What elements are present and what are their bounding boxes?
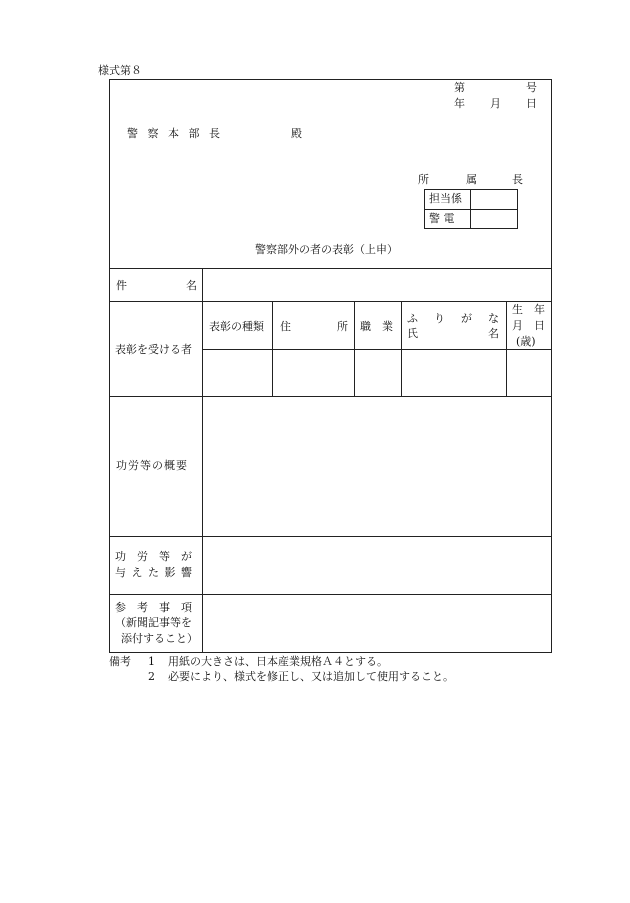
reference-label-line1: 参 考 事 項 [115, 601, 192, 614]
sender-shozoku: 所 [418, 173, 429, 186]
col-furigana [407, 312, 499, 326]
reference-label-line2: （新聞記事等を [115, 616, 192, 629]
sender-zoku: 属 [466, 173, 477, 186]
contact-box-divider [424, 209, 518, 210]
contact-keiden-label: 警 電 [429, 212, 455, 225]
col-name-right: 名 [488, 327, 499, 340]
col-birth-line2: 月 日 [512, 319, 545, 332]
note-2-text: 必要により、様式を修正し、又は追加して使用すること。 [168, 670, 454, 683]
honorific: 殿 [291, 127, 302, 140]
row-line-2 [109, 396, 552, 397]
effect-label-line1: 功 労 等 が [115, 550, 192, 563]
contact-tanto-label: 担当係 [429, 192, 462, 205]
case-name-label-left: 件 [116, 279, 127, 292]
row-line-4 [109, 594, 552, 595]
note-1-text: 用紙の大きさは、日本産業規格Ａ４とする。 [168, 655, 388, 668]
date-day: 日 [526, 97, 537, 110]
form-title: 警察部外の者の表彰（上申） [255, 243, 398, 256]
note-2-number: 2 [148, 670, 155, 683]
col-address-right: 所 [337, 320, 348, 333]
furigana-2: り [434, 312, 445, 325]
row-line-3 [109, 536, 552, 537]
col-award-kind: 表彰の種類 [209, 320, 264, 333]
col-birth-line3: (歳) [516, 335, 536, 348]
label-column-line [202, 268, 203, 653]
table-top-line [109, 268, 552, 269]
note-1-number: 1 [148, 655, 155, 668]
col-line-4 [506, 301, 507, 396]
date-year: 年 [454, 97, 465, 110]
notes-label: 備考 [109, 655, 131, 668]
sender-cho: 長 [512, 173, 523, 186]
col-job: 職 業 [360, 320, 393, 333]
col-address-left: 住 [280, 320, 291, 333]
col-name-left: 氏 [407, 327, 418, 340]
furigana-3: が [461, 312, 472, 325]
furigana-1: ふ [407, 312, 418, 325]
summary-label: 功労等の概要 [116, 459, 188, 472]
effect-label-line2: 与 え た 影 響 [115, 566, 193, 579]
row-line-1 [109, 301, 552, 302]
col-birth-line1: 生 年 [512, 303, 545, 316]
col-line-3 [401, 301, 402, 396]
form-number: 様式第８ [98, 64, 142, 77]
awardee-label: 表彰を受ける者 [115, 343, 192, 356]
reference-label-line3: 添付すること） [121, 632, 198, 645]
number-dai: 第 [454, 81, 465, 94]
addressee: 警 察 本 部 長 [127, 127, 223, 140]
furigana-4: な [488, 312, 499, 325]
header-line [202, 349, 552, 350]
col-line-2 [354, 301, 355, 396]
col-line-1 [272, 301, 273, 396]
case-name-label-right: 名 [186, 279, 197, 292]
contact-box-vdivider [470, 189, 471, 229]
number-go: 号 [526, 81, 537, 94]
date-month: 月 [490, 97, 501, 110]
